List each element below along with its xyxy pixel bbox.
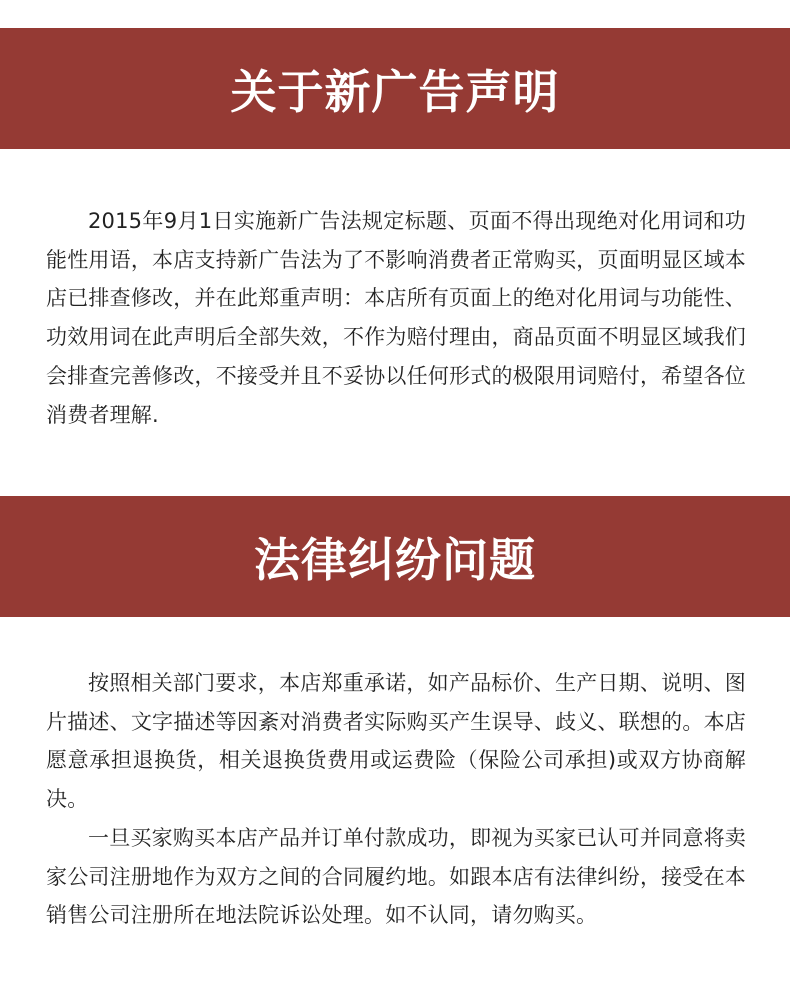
legal-paragraph-commitment: 按照相关部门要求，本店郑重承诺，如产品标价、生产日期、说明、图片描述、文字描述等因紊对消费者实际购买产生误导、歧义、联想的。本店愿意承担退换货，相关退换货费用或运费险（保险公司承担)或双方协商解决。: [46, 671, 746, 812]
legal-disputes-body: [46, 664, 746, 935]
section-header-legal-disputes: [0, 496, 790, 617]
ad-statement-body: [46, 202, 746, 434]
legal-paragraph-jurisdiction: 一旦买家购买本店产品并订单付款成功，即视为买家已认可并同意将卖家公司注册地作为双方之间的合同履约地。如跟本店有法律纠纷，接受在本销售公司注册所在地法院诉讼处理。如不认同，请勿购买。: [46, 825, 746, 928]
section-title-ad-statement: 关于新广告声明: [230, 64, 560, 119]
section-title-legal-disputes: 法律纠纷问题: [254, 532, 536, 587]
section-header-ad-statement: [0, 28, 790, 149]
ad-statement-paragraph: 2015年9月1日实施新广告法规定标题、页面不得出现绝对化用词和功能性用语，本店支持新广告法为了不影响消费者正常购买，页面明显区域本店已排查修改，并在此郑重声明：本店所有页面上的绝对化用词与功能性、功效用词在此声明后全部失效，不作为赔付理由，商品页面不明显区域我们会排查完善修改，不接受并且不妥协以任何形式的极限用词赔付，希望各位消费者理解.: [46, 209, 746, 427]
